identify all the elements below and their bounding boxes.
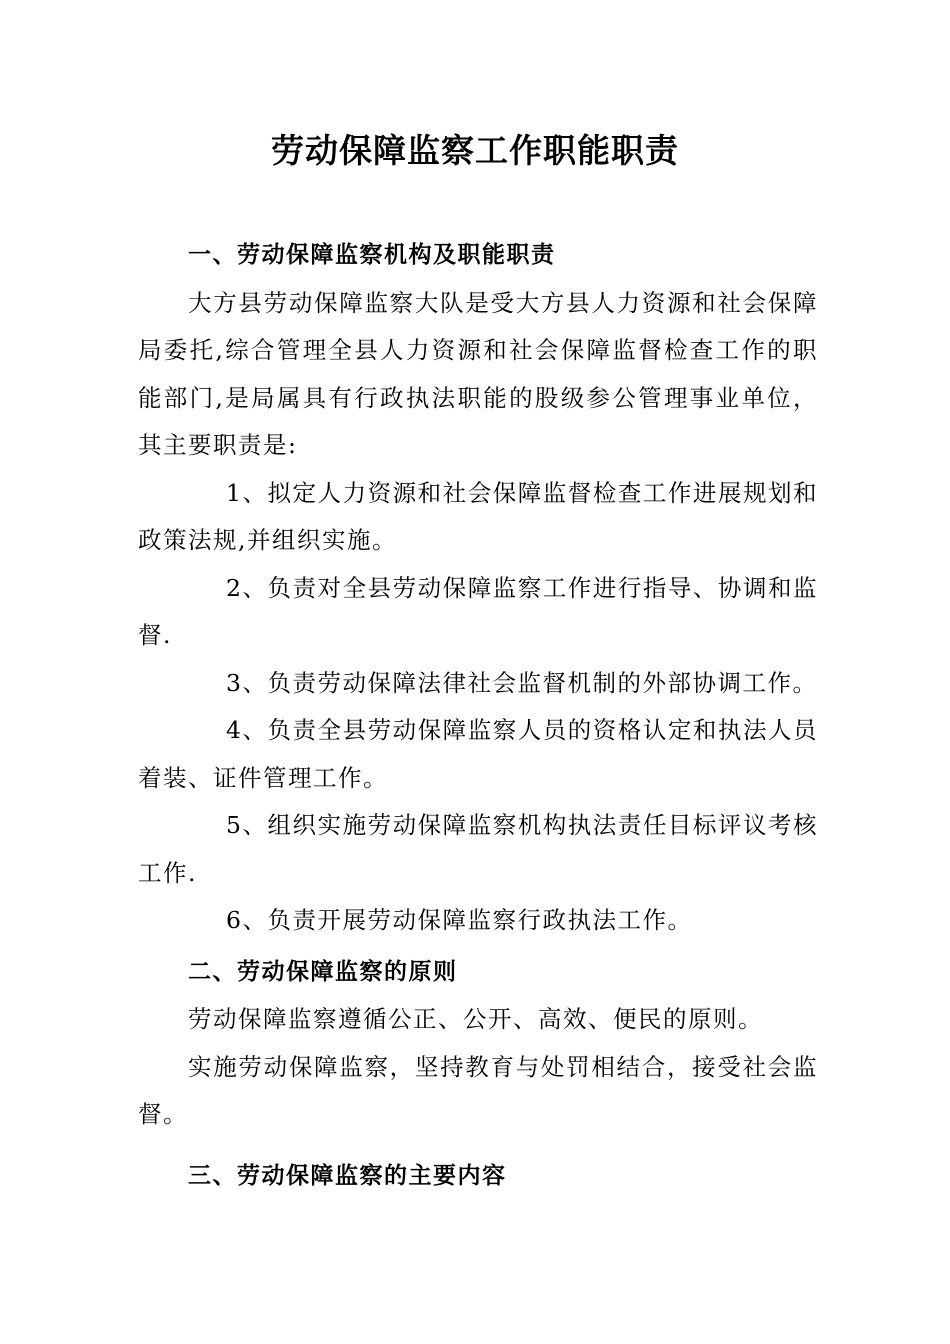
section-heading-1: 一、劳动保障监察机构及职能职责 — [188, 242, 556, 268]
principle-paragraph-2: 实施劳动保障监察，坚持教育与处罚相结合，接受社会监督。 — [138, 1052, 818, 1128]
duty-item-3: 3、负责劳动保障法律社会监督机制的外部协调工作。 — [226, 668, 818, 697]
principle-paragraph-1: 劳动保障监察遵循公正、公开、高效、便民的原则。 — [188, 1005, 763, 1033]
duty-item-1: 1、拟定人力资源和社会保障监督检查工作进展规划和政策法规,并组织实施。 — [138, 478, 818, 554]
document-body — [138, 232, 818, 1200]
document-title: 劳动保障监察工作职能职责 — [271, 131, 679, 170]
section-heading-3: 三、劳动保障监察的主要内容 — [188, 1162, 507, 1189]
duty-item-4: 4、负责全县劳动保障监察人员的资格认定和执法人员着装、证件管理工作。 — [138, 716, 818, 792]
section-heading-2: 二、劳动保障监察的原则 — [188, 958, 458, 985]
section-1-intro: 大方县劳动保障监察大队是受大方县人力资源和社会保障局委托,综合管理全县人力资源和社会保障监督检查工作的职能部门,是局属具有行政执法职能的股级参公管理事业单位，其主要职责是: — [138, 288, 818, 459]
duty-item-2: 2、负责对全县劳动保障监察工作进行指导、协调和监督. — [138, 573, 818, 649]
duty-item-5: 5、组织实施劳动保障监察机构执法责任目标评议考核工作. — [138, 811, 818, 887]
duty-item-6: 6、负责开展劳动保障监察行政执法工作。 — [226, 906, 693, 934]
